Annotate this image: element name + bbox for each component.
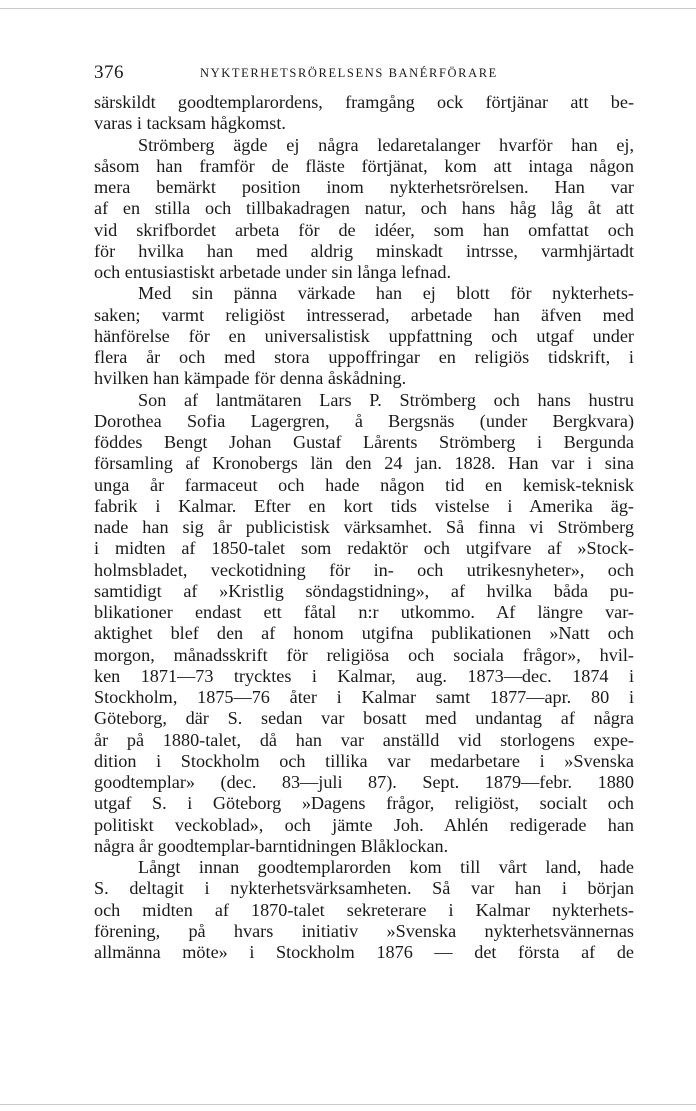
text-line: S. deltagit i nykterhetsvärksamheten. Så var han i början <box>94 878 634 899</box>
text-line: Med sin pänna värkade han ej blott för nykterhets- <box>138 283 634 304</box>
text-line: flera år och med stora uppoffringar en religiös tidskrift, i <box>94 347 634 367</box>
page-header <box>94 62 634 92</box>
text-line: dition i Stockholm och tillika var medarbetare i »Svenska <box>94 750 634 771</box>
text-line: aktighet blef den af honom utgifna publikationen »Natt och <box>94 623 634 644</box>
text-line: ken 1871—73 trycktes i Kalmar, aug. 1873—dec. 1874 i <box>94 665 634 686</box>
text-line: förening, på hvars initiativ »Svenska nykterhetsvännernas <box>94 920 634 941</box>
text-line: några år goodtemplar-barntidningen Blåklockan. <box>94 835 449 856</box>
scan-border-top <box>0 8 696 9</box>
text-line: mera bemärkt position inom nykterhetsrörelsen. Han var <box>94 177 634 197</box>
book-page <box>94 62 634 963</box>
text-line: saken; varmt religiöst intresserad, arbetade han äfven med <box>94 304 634 325</box>
text-line: goodtemplar» (dec. 83—juli 87). Sept. 1879—febr. 1880 <box>94 772 634 792</box>
text-line: och midten af 1870-talet sekreterare i Kalmar nykterhets- <box>94 899 634 920</box>
text-line: Göteborg, där S. sedan var bosatt med undantag af några <box>94 708 634 729</box>
text-line: Strömberg ägde ej några ledaretalanger hvarför han ej, <box>138 134 634 155</box>
text-line: Stockholm, 1875—76 åter i Kalmar samt 1877—apr. 80 i <box>94 687 634 707</box>
text-line: morgon, månadsskrift för religiösa och sociala frågor», hvil- <box>94 644 634 665</box>
text-line: unga år farmaceut och hade någon tid en kemisk-teknisk <box>94 474 634 495</box>
text-line: blikationer endast ett fåtal n:r utkommo. Af längre var- <box>94 602 634 622</box>
body-text <box>94 92 634 963</box>
text-line: hänförelse för en universalistisk uppfattning och utgaf under <box>94 325 634 346</box>
text-line: för hvilka han med aldrig minskadt intrsse, varmhjärtadt <box>94 240 634 261</box>
page-number: 376 <box>94 62 124 83</box>
text-line: nade han sig år publicistisk värksamhet. Så finna vi Strömberg <box>94 517 634 537</box>
text-line: och entusiastiskt arbetade under sin långa lefnad. <box>94 262 452 282</box>
text-line: af en stilla och tillbakadragen natur, och hans håg låg åt att <box>94 198 634 219</box>
text-line: fabrik i Kalmar. Efter en kort tids vistelse i Amerika äg- <box>94 495 634 516</box>
text-line: holmsbladet, veckotidning för in- och utrikesnyheter», och <box>94 559 634 580</box>
scan-border-bottom <box>0 1104 696 1105</box>
text-line: Dorothea Sofia Lagergren, å Bergsnäs (under Bergkvara) <box>94 410 634 431</box>
text-line: politiskt veckoblad», och jämte Joh. Ahlén redigerade han <box>94 814 634 835</box>
text-line: samtidigt af »Kristlig söndagstidning», af hvilka båda pu- <box>94 580 634 601</box>
text-line: särskildt goodtemplarordens, framgång ock förtjänar att be- <box>94 92 634 112</box>
text-line: år på 1880-talet, då han var anställd vid storlogens expe- <box>94 729 634 750</box>
text-line: församling af Kronobergs län den 24 jan. 1828. Han var i sina <box>94 453 634 474</box>
text-line: vid skrifbordet arbeta för de idéer, som han omfattat och <box>94 219 634 240</box>
text-line: Långt innan goodtemplarorden kom till vårt land, hade <box>138 857 634 877</box>
text-line: i midten af 1850-talet som redaktör och utgifvare af »Stock- <box>94 538 634 559</box>
text-line: varas i tacksam hågkomst. <box>94 113 286 134</box>
text-line: såsom han framför de fläste förtjänat, kom att intaga någon <box>94 155 634 176</box>
text-line: hvilken han kämpade för denna åskådning. <box>94 368 407 389</box>
text-line: Son af lantmätaren Lars P. Strömberg och hans hustru <box>138 389 634 410</box>
text-line: utgaf S. i Göteborg »Dagens frågor, religiöst, socialt och <box>94 793 634 814</box>
text-line: föddes Bengt Johan Gustaf Lårents Strömberg i Bergunda <box>94 432 634 452</box>
text-line: allmänna möte» i Stockholm 1876 — det första af de <box>94 942 634 962</box>
running-head: NYKTERHETSRÖRELSENS BANÉRFÖRARE <box>200 66 498 80</box>
